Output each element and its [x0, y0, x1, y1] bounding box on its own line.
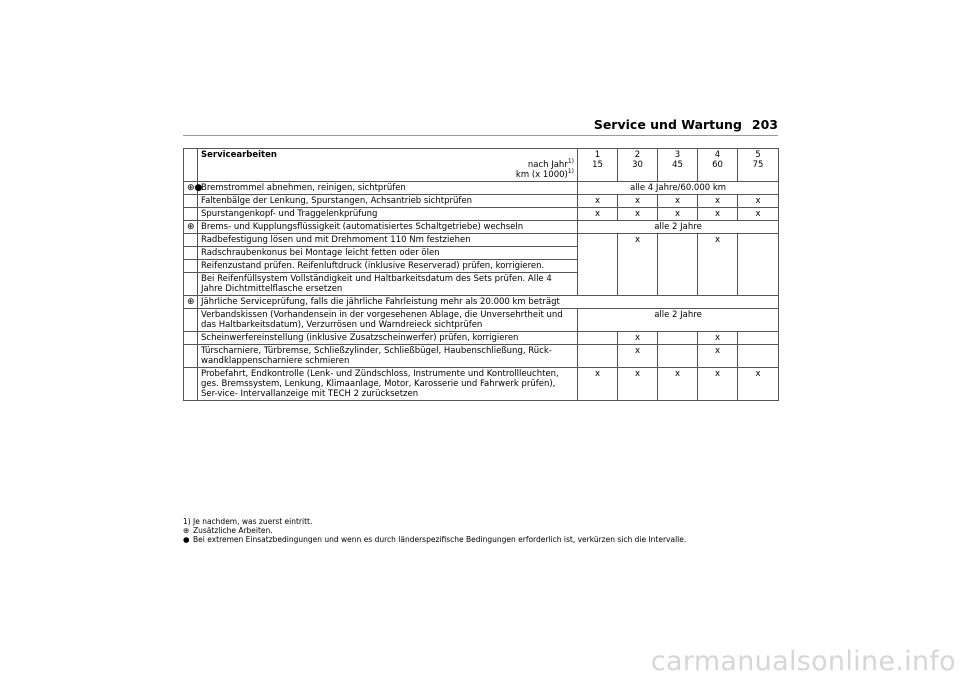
additional-work-icon: ⊕: [184, 221, 198, 234]
bullet-icon: ●: [183, 535, 190, 544]
additional-work-icon: ⊕: [183, 526, 190, 535]
additional-work-icon: ⊕●: [184, 182, 198, 195]
table-row: ⊕ Jährliche Serviceprüfung, falls die jährliche Fahrleistung mehr als 20.000 km beträgt: [184, 296, 779, 309]
km-label: km (x 1000): [515, 170, 568, 180]
additional-work-icon: ⊕: [184, 296, 198, 309]
watermark: carmanualsonline.info: [650, 646, 956, 677]
table-row: Türscharniere, Türbremse, Schließzylinder, Schließbügel, Haubenschließung, Rück-wandklappenscharniere schmieren x x: [184, 345, 779, 368]
table-title: Servicearbeiten: [201, 150, 277, 160]
table-row: Verbandskissen (Vorhandensein in der vorgesehenen Ablage, die Unversehrtheit und das Haltbarkeitsdatum), Verzurrösen und Warndreieck sichtprüfen alle 2 Jahre: [184, 309, 779, 332]
interval-column-2: 2 30: [618, 149, 658, 182]
table-row: Radschraubenkonus bei Montage leicht fetten oder ölen: [184, 247, 779, 260]
page-header: [590, 117, 778, 132]
interval-column-3: 3 45: [658, 149, 698, 182]
interval-column-4: 4 60: [698, 149, 738, 182]
table-row: ⊕ Brems- und Kupplungsflüssigkeit (automatisiertes Schaltgetriebe) wechseln alle 2 Jahre: [184, 221, 779, 234]
table-header-row: [184, 149, 779, 182]
footnote: ● Bei extremen Einsatzbedingungen und wenn es durch länderspezifische Bedingungen erforderlich ist, verkürzen sich die Intervalle.: [183, 535, 687, 544]
year-label: nach Jahr: [527, 160, 568, 170]
footnote: 1) Je nachdem, was zuerst eintritt.: [183, 517, 313, 526]
footnote: ⊕ Zusätzliche Arbeiten.: [183, 526, 273, 535]
table-row: Radbefestigung lösen und mit Drehmoment 110 Nm festziehen x x: [184, 234, 779, 247]
table-row: Probefahrt, Endkontrolle (Lenk- und Zündschloss, Instrumente und Kontrollleuchten, ges. Bremssystem, Lenkung, Klimaanlage, Motor, Karosserie und Fahrwerk prüfen), Ser-vice- Intervallanzeige mit TECH 2 zurücksetzen x x x x x: [184, 368, 779, 401]
table-row: Spurstangenkopf- und Traggelenkprüfung x x x x x: [184, 208, 779, 221]
interval-column-1: 1 15: [578, 149, 618, 182]
page-number: 203: [751, 117, 778, 132]
service-table: [183, 148, 779, 401]
table-row: Bei Reifenfüllsystem Vollständigkeit und Haltbarkeitsdatum des Sets prüfen. Alle 4 Jahre Dichtmittelflasche ersetzen: [184, 273, 779, 296]
table-row: ⊕● Bremstrommel abnehmen, reinigen, sichtprüfen alle 4 Jahre/60.000 km: [184, 182, 779, 195]
table-row: Faltenbälge der Lenkung, Spurstangen, Achsantrieb sichtprüfen x x x x x: [184, 195, 779, 208]
table-header-cell: Servicearbeiten nach Jahr$^{1)}$ km (x 1000)$^{1)}$: [198, 149, 578, 182]
interval-column-5: 5 75: [738, 149, 779, 182]
table-row: Reifenzustand prüfen. Reifenluftdruck (inklusive Reserverad) prüfen, korrigieren.: [184, 260, 779, 273]
header-divider: [183, 135, 778, 136]
section-title: Service und Wartung: [593, 117, 742, 132]
footnotes: [183, 517, 783, 544]
table-row: Scheinwerfereinstellung (inklusive Zusatzscheinwerfer) prüfen, korrigieren x x: [184, 332, 779, 345]
